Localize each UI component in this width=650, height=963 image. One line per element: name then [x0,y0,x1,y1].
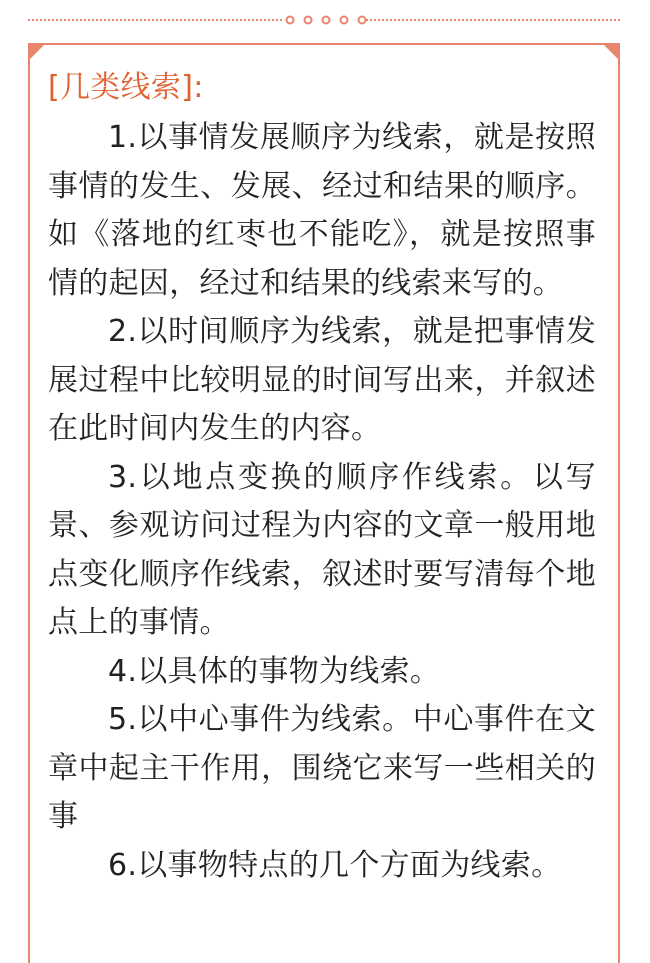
corner-ornament-right [598,43,620,65]
corner-ornament-left [28,43,50,65]
paragraph-clue-4: 4.以具体的事物为线索。 [108,653,441,689]
paragraph-clue-3: 3.以地点变换的顺序作线索。以写景、参观访问过程为内容的文章一般用地点变化顺序作线索，叙述时要写清每个地点上的事情。 [48,459,596,640]
article-content [48,62,596,890]
paragraph-clue-2: 2.以时间顺序为线索，就是把事情发展过程中比较明显的时间写出来，并叙述在此时间内发生的内容。 [48,314,596,446]
paragraph-clue-1: 1.以事情发展顺序为线索，就是按照事情的发生、发展、经过和结果的顺序。如《落地的红枣也不能吃》，就是按照事情的起因，经过和结果的线索来写的。 [48,120,596,301]
paragraph-clue-5: 5.以中心事件为线索。中心事件在文章中起主干作用，围绕它来写一些相关的事 [48,702,596,834]
section-heading: [几类线索]: [48,70,204,105]
top-divider-ornament [28,12,622,28]
paragraph-clue-6: 6.以事物特点的几个方面为线索。 [108,847,562,883]
